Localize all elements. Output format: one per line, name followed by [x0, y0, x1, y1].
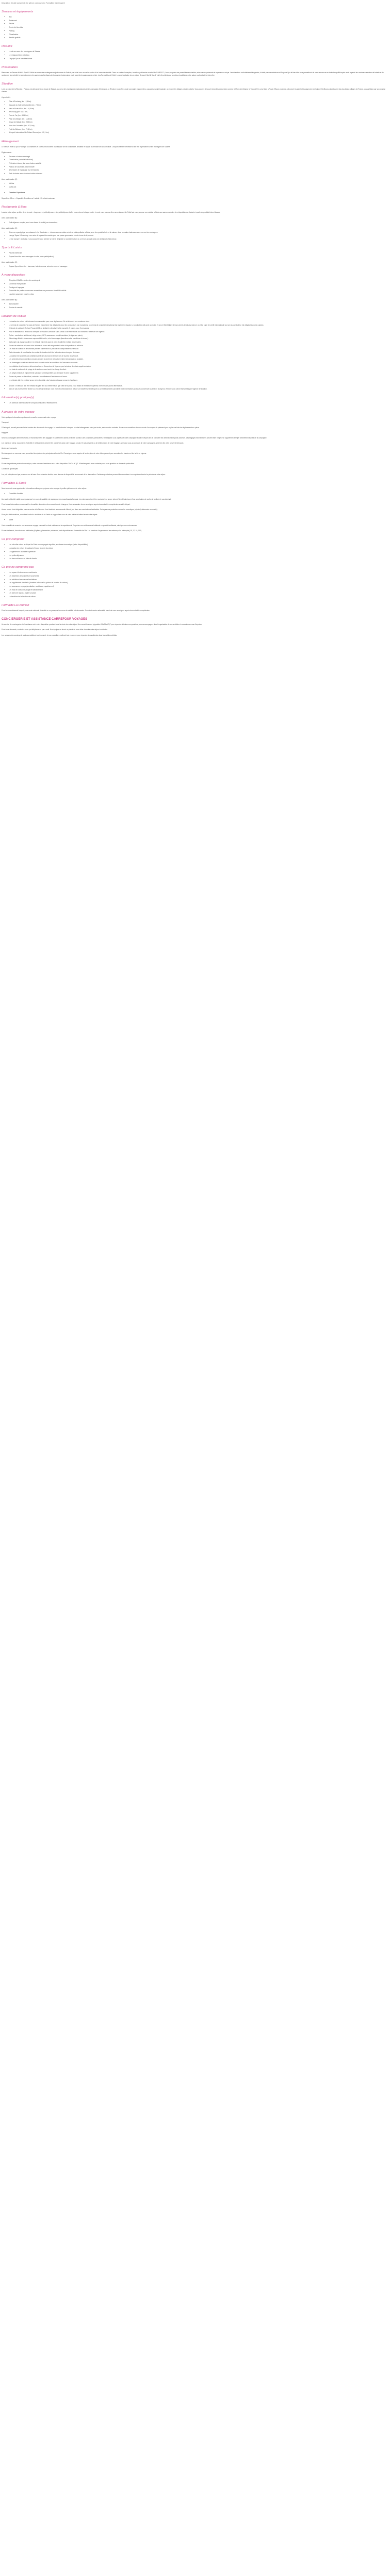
list-item: • L'équipe Spa et bien-être thème	[9, 58, 389, 60]
sante-subtitle: • Formalités d'entrée	[9, 493, 389, 495]
voyage-paragraph: Les objets de valeur, documents d'identité et médicaments doivent être conservés dans votre bagage à main. En cas de perte ou de détérioration de votre bagage, adressez-vous au comptoir de votre compagnie aérienne dès votre arrivée à l'aéroport.	[2, 442, 184, 444]
page-wrapper	[0, 0, 391, 642]
sante-subtitle-2: • Santé	[9, 519, 389, 521]
list-item: • La location est soumise aux conditions générales du loueur remises lors de la prise du véhicule.	[9, 355, 389, 358]
list-item: • Centre de bien-être	[9, 26, 389, 29]
list-item: • Carburant à la charge du client : le véhicule est remis avec le plein et doit être restitué avec le plein.	[9, 341, 389, 344]
section-title-voyage: À propos de votre voyage	[2, 410, 35, 414]
services-list	[2, 16, 389, 39]
voyage-paragraph: Des transports en commun vous permettent de rejoindre les principales villes de l'île. Renseignez-vous auprès de la réception de votre hébergement pour connaître les horaires et les tarifs en vigueur.	[2, 452, 147, 455]
list-item: • Plateau de courtoisie avec thé/café	[9, 166, 389, 168]
list-item: • Les repas et boissons non mentionnés	[9, 571, 389, 574]
list-item: • Petit-déjeuner complet, servi sous forme de buffet (sur réservation)	[9, 222, 389, 224]
list-item: • Wifi	[9, 16, 389, 19]
location-notes	[2, 385, 389, 391]
list-item: • Les dépenses personnelles et pourboires	[9, 575, 389, 578]
list-item: • Hell-Bourg (km : 11,3 km)	[9, 111, 389, 113]
list-item: • Télévision à écran plat avec chaînes satellite	[9, 162, 389, 165]
list-item: • Espace bien-être avec massages et soins (avec participation)	[9, 256, 389, 258]
list-item: • Ensemble des parties communes accessibles aux personnes à mobilité réduite	[9, 290, 389, 292]
restaurants-subtitle: Avec participation (€) :	[2, 217, 18, 219]
list-item: • Les taxes de séjour à régler sur place	[9, 592, 389, 595]
list-item: • Espace Spa et bien-être : hammam, bain à remous, soins du corps et massages	[9, 265, 389, 268]
disposition-list-2	[2, 303, 389, 309]
hebergement-subtitle-2: Avec participation (€) :	[2, 178, 18, 181]
list-item: • Local de rangement pour les vélos	[9, 293, 389, 296]
situation-text: Lové au cœur de la Réunion : Plateau à la découverte du cirque de Salazie, au cœur des montagnes majestueuses et des paysages d'émeraude, la Réunion vous offrira toute sa magie : randonnées, cascades, jungle tropicale, ou encore les villages créoles colorés. Vous pourrez découvrir des sites d'exception comme le Piton des Neiges, le Trou de Fer ou la Mare à Poule d'Eau à proximité, découvrir les plus belles pages de la réunion. Hell-Bourg, classé parmi les plus beaux villages de France, vous séduira par son charme d'antan.	[2, 88, 386, 93]
sports-list-2	[2, 265, 389, 268]
section-title-conciergerie: CONCIERGERIE ET ASSISTANCE CARREFOUR VOYAGES	[2, 618, 88, 621]
list-item: • Cascade du Voile de la Mariée (km : 7,3 km)	[9, 104, 389, 107]
section-title-prix-comprend-pas: Ce prix ne comprend pas	[2, 566, 34, 569]
hebergement-subtitle: Équipements :	[2, 151, 12, 154]
list-item: • Les frais de carburant, péage et stationnement	[9, 589, 389, 591]
list-item: • Les sièges enfants et équipements spéciaux sont disponibles sur demande et avec supplément.	[9, 372, 389, 375]
list-item: • Connexion Wifi gratuite	[9, 283, 389, 285]
list-item: • Minibar	[9, 182, 389, 185]
location-list	[2, 320, 389, 382]
voyage-intro: Voici quelques informations pratiques à connaître concernant votre voyage.	[2, 416, 57, 418]
sante-paragraph: Il est conseillé de souscrire une assurance voyage couvrant les frais médicaux et le rapatriement. Emportez vos médicaments habituels en quantité suffisante, ainsi que vos ordonnances.	[2, 524, 137, 527]
list-item: • Les dommages causés au véhicule sont couverts selon les conditions de l'assurance souscrite.	[9, 362, 389, 364]
section-title-presentation: Présentation	[2, 65, 18, 69]
list-item: • Piscine extérieure	[9, 252, 389, 255]
list-item: • Les frais de carburant, de péage et de stationnement sont à la charge du client.	[9, 368, 389, 371]
list-item: • Les suppléments éventuels (chambre individuelle, options de location de voiture)	[9, 582, 389, 584]
list-item: • Le permis de conduire d'un pays de l'Union européenne est obligatoire (pour les conducteurs non européens, un permis de conduire international est également requis). Le conducteur doit avoir au moins 21 ans et être titulaire de son permis depuis au moins 1 an. Une carte de crédit internationale au nom du conducteur est obligatoire pour la caution.	[9, 324, 389, 327]
sante-intro: Nous tenons à vous apporter les informations utiles pour préparer votre voyage et profiter pleinement de votre séjour.	[2, 487, 87, 489]
list-item: • Nécessaire de repassage (sur demande)	[9, 169, 389, 172]
list-item: • Les activités et excursions facultatives	[9, 579, 389, 581]
list-item: • Consigne à bagages	[9, 286, 389, 289]
list-item: • Le restaurant bien entretenu	[9, 54, 389, 57]
page-description: Description Ce gîte comprend : Ce gîte se compose d'un Formalités Carrefouperé	[2, 2, 65, 4]
list-item: • Les amendes et contraventions reçues pendant la durée de la location restent à la charge du locataire.	[9, 358, 389, 361]
section-title-disposition: À votre disposition	[2, 274, 25, 277]
restaurants-subtitle-2: Avec participation (€) :	[2, 227, 18, 229]
list-item: • Terrasse ou balcon aménagé	[9, 156, 389, 158]
section-title-sante: Formalités & Santé	[2, 481, 26, 485]
section-title-situation: Situation	[2, 82, 13, 86]
conciergerie-paragraph: Un service de conciergerie et d'assistance est à votre disposition pendant toute la durée de votre séjour. Nos conseillers sont joignables 24h/24 et 7j/7 pour répondre à toutes vos questions, vous accompagner dans l'organisation de vos activités et vous aider en cas d'imprévu.	[2, 623, 202, 626]
list-item: • En cas de retard de vol, merci d'en informer le loueur afin de garantir la mise à disposition du véhicule.	[9, 345, 389, 347]
room-type-desc: Superficie : 25 m² – Capacité : 2 adultes ou 1 adulte + 1 enfant maximum	[2, 197, 55, 200]
list-item: • Les petits-déjeuners	[9, 554, 389, 557]
list-item: • Les taxes aériennes et frais de dossier	[9, 557, 389, 560]
hebergement-text: Le Senses Hôtel & Spa 4* compte 43 chambres et 5 de surcroît dotées d'un espace de vie confortable, climatisé et équipé d'une salle de bain privative. Chaque chambre bénéficie d'une vue imprenable sur les montagnes de Salazie.	[2, 145, 171, 148]
list-item: • Salle de bains avec douche et sèche-cheveux	[9, 173, 389, 175]
section-title-sports: Sports & Loisirs	[2, 246, 22, 250]
section-title-restaurants: Restaurants & Bars	[2, 206, 27, 209]
voyage-paragraph: Conditions spécifiques	[2, 468, 18, 470]
list-item: • Dans le cas d'une arrivée tardive ou d'un départ anticipé, nous vous recommandons de prévoir un transfert vers l'aéroport ou un hébergement à proximité. Les informations pratiques concernant la prise en charge du véhicule vous seront transmises par l'agence de location.	[9, 388, 389, 391]
sante-paragraph: Pour plus d'informations, consultez le site du ministère de la Santé ou rapprochez-vous de votre médecin traitant avant votre départ.	[2, 514, 98, 516]
list-item: • Navette gratuite	[9, 37, 389, 39]
list-item: • Climatisation	[9, 33, 389, 36]
section-title-prix-comprend: Ce prix comprend	[2, 538, 25, 541]
list-item: • La franchise de la location de voiture	[9, 596, 389, 598]
restaurants-text: Lors de votre séjour, profitez de la formule « Logement et petit-déjeuner ». Un petit-déjeuner buffet vous est servi chaque matin. Le soir, vous pourrez dîner au restaurant de l'hôtel qui vous propose une cuisine raffinée aux saveurs créoles et métropolitaines, élaborée à partir de produits frais et locaux.	[2, 211, 220, 214]
list-item: • Véhicule de catégorie B (type Peugeot 208 ou similaire), climatisé, boîte manuelle, 5 portes, pour 2 personnes.	[9, 327, 389, 330]
list-item: • Coffre-fort	[9, 186, 389, 189]
conciergerie-paragraph: Pour toute demande, contactez-nous par téléphone ou par e-mail. Nos équipes se feront un plaisir de vous aider à rendre votre séjour inoubliable.	[2, 629, 108, 631]
situation-subtitle: A proximité :	[2, 96, 11, 99]
list-item: • Lounge Tapas & Snacking : une carte de tapas et de snacks pour une pause gourmande à toute heure de la journée.	[9, 234, 389, 237]
sante-paragraph: Une carte d'identité valide ou un passeport en cours de validité est requis pour les ressortissants français. Les mineurs doivent être munis de leur propre pièce d'identité ainsi que d'une autorisation de sortie du territoire le cas échéant.	[2, 498, 172, 500]
list-item: • Parking	[9, 30, 389, 32]
list-item: • Service de navette	[9, 307, 389, 309]
room-type-list	[2, 192, 389, 194]
conciergerie-paragraph: Les services de conciergerie sont accessibles à tout moment, et nos conseillers mettront tout en œuvre pour répondre à vos attentes dans les meilleurs délais.	[2, 634, 117, 636]
list-item: • Aéroport international de Roland Garros (km : 82,1 km)	[9, 131, 389, 134]
hebergement-list-2	[2, 182, 389, 189]
prix-comprend-pas-list	[2, 571, 389, 598]
list-item: • La location de voiture de catégorie B pour la durée du séjour	[9, 547, 389, 550]
list-item: • La restitution du véhicule en dehors des heures d'ouverture de l'agence peut entraîner des frais supplémentaires.	[9, 365, 389, 368]
list-item: • À noter : le véhicule doit être restitué au plus tard à la même heure que celle de la prise. Tout retard de restitution supérieur à 59 minutes pourra être facturé.	[9, 385, 389, 387]
sports-list	[2, 252, 389, 258]
section-title-hebergement: Hébergement	[2, 140, 19, 143]
list-item: • Piscine	[9, 23, 389, 25]
section-title-informations: Information(s) pratique(s)	[2, 396, 34, 400]
sante-paragraph: Aucun vaccin n'est obligatoire pour se rendre à la Réunion. Il est toutefois recommandé d'être à jour dans ses vaccinations habituelles. Prévoyez une protection contre les moustiques (répulsif, vêtements couvrants).	[2, 509, 158, 511]
list-item: • Le véhicule doit être restitué propre et en bon état ; des frais de nettoyage peuvent s'appliquer.	[9, 379, 389, 382]
list-item: • Anse des Cascades (km : 57,3 km)	[9, 125, 389, 127]
voyage-paragraph: Accès aux transports	[2, 447, 17, 450]
list-item: • Réception 24h/24 – service de conciergerie	[9, 279, 389, 282]
restaurants-list-2	[2, 231, 389, 241]
room-type-label: • Chambre Supérieure	[9, 192, 389, 194]
section-title-services: Services et équipements	[2, 10, 34, 14]
list-item: • La location de voiture est fortement recommandée pour vous déplacer sur l'île et découvrir ses nombreux sites.	[9, 320, 389, 323]
disposition-list	[2, 279, 389, 296]
list-item: • Kilométrage illimité – Assurance responsabilité civile, vol et dommages (franchise selon conditions du loueur).	[9, 337, 389, 340]
formalite-text: Pour les ressortissants français, une carte nationale d'identité ou un passeport en cours de validité est nécessaire. Pour toute autre nationalité, merci de vous renseigner auprès des autorités compétentes.	[2, 609, 150, 612]
list-item: • Climatisation (contrôle individuel)	[9, 159, 389, 161]
disposition-subtitle: Avec participation (€) :	[2, 298, 18, 301]
section-title-resume: Résumé	[2, 45, 12, 48]
list-item: • Trou de Fer (km : 13,6 km)	[9, 114, 389, 117]
list-item: • Toute demande de modification du contrat de location doit être faite directement auprès du loueur.	[9, 351, 389, 354]
hebergement-list	[2, 156, 389, 176]
list-item: • Les vols aller-retour au départ de Paris sur compagnie régulière, en classe économique (selon disponibilités)	[9, 544, 389, 546]
situation-list	[2, 100, 389, 134]
voyage-paragraph: Selon la compagnie aérienne choisie, le franchissement des bagages en soute et en cabine peut être soumis à des conditions particulières. Renseignez-vous auprès de votre compagnie avant le départ afin de connaître les dimensions et poids autorisés. Les bagages excédentaires peuvent faire l'objet d'un supplément à régler directement auprès de la compagnie.	[2, 436, 267, 439]
list-item: • Option : conducteur additionnel, siège enfant, GPS, assurances complémentaires (à régler sur place).	[9, 334, 389, 337]
list-item: • Les frais de location et la franchise peuvent varier selon la période et la disponibilité du véhicule.	[9, 348, 389, 350]
restaurants-list	[2, 222, 389, 224]
list-item: • Prise et restitution du véhicule à l'aéroport de Roland Garros de Saint-Denis ou de Pierrefonds aux horaires d'ouverture de l'agence.	[9, 331, 389, 333]
section-title-formalite: Formalité La Réunion	[2, 604, 29, 607]
informations-list	[2, 402, 389, 404]
sante-sub-list-2	[2, 519, 389, 521]
list-item: • Le bar lounge « Anchaing » vous accueille pour prendre un verre, déguster un cocktail maison ou un rhum arrangé dans une ambiance chaleureuse.	[9, 238, 389, 241]
list-item: • En cas de panne ou d'accident, contactez immédiatement l'assistance du loueur.	[9, 376, 389, 378]
list-item: • Forêt de Bélouve (km : 71,6 km)	[9, 128, 389, 131]
list-item: • Le logement en chambre Supérieure	[9, 551, 389, 553]
sante-paragraph: Pour toutes informations concernant les formalités douanières des ressortissants étrangers, il est nécessaire de se renseigner auprès des autorités compétentes avant le départ.	[2, 503, 131, 505]
list-item: • Piton des Neiges (km : 14,8 km)	[9, 118, 389, 121]
list-item: • Restaurant	[9, 20, 389, 22]
voyage-paragraph: Transport	[2, 421, 9, 423]
sports-subtitle: Avec participation (€) :	[2, 261, 18, 263]
prix-comprend-list	[2, 544, 389, 560]
voyage-paragraph: Bagages	[2, 431, 8, 434]
resume-list	[2, 50, 389, 60]
list-item: • Le site au cœur des montagnes de Salazie	[9, 50, 389, 53]
voyage-paragraph: En cas de problème pendant votre séjour, notre service d'assistance est à votre disposition 24h/24 et 7j/7. N'hésitez pas à nous contacter pour toute question ou demande particulière.	[2, 463, 135, 465]
list-item: • Dîner ou repas typique au restaurant « Le Sanctuaire » : découvrez une cuisine créole et métropolitaine raffinée, avec des produits frais et de saison, dans un cadre chaleureux avec vue sur les montagnes.	[9, 231, 389, 234]
presentation-text: Bienvenue au Senses Hôtel & Spa 4* ! Niché au cœur des montagnes majestueuses de Salazie, cet hôtel vous ouvre les portes d'un havre de sérénité. Dans un cadre d'exception, inscrit au patrimoine mondial de l'UNESCO, il vous propose une parenthèse enchantée, entre nature préservée et expérience unique. Les chambres confortables et élégantes, la belle piscine extérieure et l'espace Spa et bien-être vous permettront de vous ressourcer en toute tranquillité après avoir arpenté les nombreux sentiers de balade et de randonnée à proximité. Le soir découvrez les saveurs authentiques de la cuisine réunionnaise, mais aussi de la gastronomie créole. Les Formalités de l'hôtel. Lors de l'agitation de ce séjour, Senses Hôtel & Spa 4* est le lieu idéal pour un séjour inoubliable entre nature, authenticité et bien-être.	[2, 71, 384, 76]
voyage-paragraph: Assistance	[2, 457, 10, 460]
list-item: • Les animaux domestiques ne sont pas admis dans l'établissement.	[9, 402, 389, 404]
list-item: • Blanchisserie	[9, 303, 389, 306]
sante-sub-list	[2, 493, 389, 495]
voyage-paragraph: Les prix indiqués sont par personne sur la base d'une chambre double, sous réserve de disponibilité au moment de la réservation. Certaines prestations peuvent être soumises à un supplément selon la période de votre séjour.	[2, 473, 166, 476]
list-item: • Les assurances voyage (annulation, assistance, rapatriement)	[9, 585, 389, 588]
list-item: • Piton d'Enchaing (km : 2,6 km)	[9, 100, 389, 103]
sante-paragraph: En cas de besoin, des structures médicales (hôpitaux, pharmacies, médecins) sont disponibles sur l'ensemble de l'île. Les numéros d'urgence sont les mêmes qu'en métropole (15, 17, 18, 112).	[2, 530, 142, 532]
list-item: • Mare à Poule d'Eau (km : 10,5 km)	[9, 108, 389, 110]
section-title-location: Location de voiture	[2, 314, 26, 318]
voyage-paragraph: À l'aéroport, accueil personnalisé et remise des documents de voyage. Le transfert entre l'aéroport et votre hébergement n'est pas inclus, sauf mention contraire. Nous vous conseillons de vous munir d'un moyen de paiement pour régler vos frais de déplacement sur place.	[2, 426, 200, 429]
list-item: • Cirque de Mafate (km : 23,8 km)	[9, 121, 389, 124]
